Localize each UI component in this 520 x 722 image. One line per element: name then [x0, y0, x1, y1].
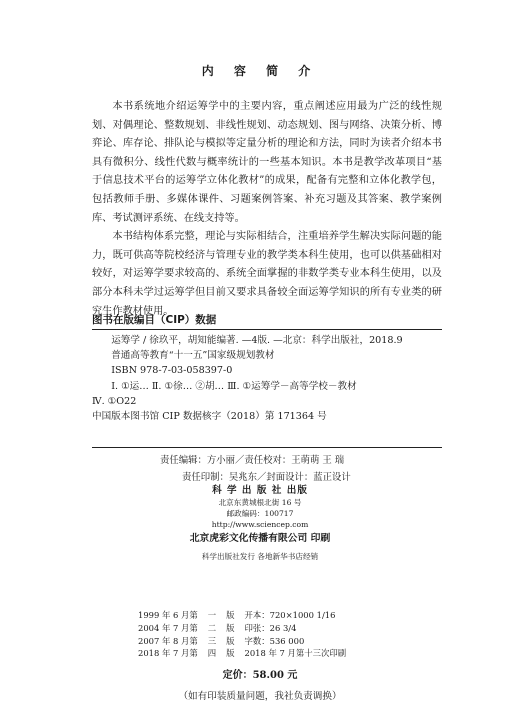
quality-note: （如有印装质量问题，我社负责调换）: [178, 691, 342, 702]
edition-number: 四: [207, 648, 217, 659]
summary-paragraph: 本书结构体系完整，理论与实际相结合，注重培养学生解决实际问题的能力，既可供高等院校经济与管理专业的教学类本科生使用，也可以供基础相对较好，对运筹学要求较高的、系统全面掌握的非数学类专业本科生使用，以及部分本科未学过运筹学但目前又要求具备较全面运筹学知识的所有专业类的研究生作教材使用。: [92, 231, 442, 317]
edition-type: 版: [226, 622, 235, 633]
printing-credit: 责任印制：吴兆东／封面设计：蓝正设计: [182, 472, 351, 483]
staff-credits: [160, 452, 351, 486]
edition-type: 版: [226, 635, 235, 646]
cip-data: [92, 333, 442, 424]
page-title: 内 容 简 介: [201, 64, 319, 78]
printer: 北京虎彩文化传播有限公司 印刷: [189, 533, 331, 544]
price: 定价：58.00 元: [222, 670, 298, 681]
edition-row: [138, 622, 346, 635]
cip-line: 普通高等教育“十一五”国家级规划教材: [111, 350, 275, 362]
publisher-name: 科 学 出 版 社 出版: [212, 485, 308, 496]
edition-type: 版: [226, 648, 235, 659]
divider: [92, 447, 442, 448]
summary-paragraph: 本书系统地介绍运筹学中的主要内容，重点阐述应用最为广泛的线性规划、对偶理论、整数规划、非线性规划、动态规划、图与网络、决策分析、博弈论、库存论、排队论与模拟等定量分析的理论和方法，同时为读者介绍本书具有微积分、线性代数与概率统计的一些基本知识。本书是教学改革项目“基于信息技术平台的运筹学立体化教材”的成果，配备有完整和立体化教学包，包括教师手册、多媒体课件、习题案例答案、补充习题及其答案、教学案例库、考试测评系统、在线支持等。: [92, 101, 442, 224]
divider: [92, 329, 442, 330]
edition-number: 一: [207, 610, 217, 620]
edition-date: 1999 年 6 月第: [138, 610, 198, 620]
edition-row: [138, 609, 346, 622]
edition-info: 字数：536 000: [244, 635, 305, 646]
cip-heading: 图书在版编目（CIP）数据: [92, 314, 217, 326]
content-summary: [92, 98, 442, 321]
edition-row: [138, 635, 346, 648]
cip-line: Ⅳ. ①O22: [92, 395, 137, 407]
edition-table: [138, 609, 346, 660]
edition-date: 2004 年 7 月第: [138, 622, 198, 633]
edition-info: 印张：26 3/4: [244, 622, 297, 633]
edition-info: 2018 年 7 月第十三次印刷: [244, 648, 347, 659]
edition-info: 开本：720×1000 1/16: [244, 610, 336, 620]
edition-number: 三: [207, 635, 217, 646]
edition-type: 版: [226, 610, 235, 620]
postcode: 邮政编码：100717: [226, 509, 294, 518]
edition-number: 二: [207, 622, 217, 633]
cip-line: 运筹学 / 徐玖平，胡知能编著. —4版. —北京：科学出版社，2018.9: [111, 335, 403, 346]
edition-date: 2007 年 8 月第: [138, 635, 198, 646]
editor-credit: 责任编辑：方小丽／责任校对：王萌萌 王 瑞: [160, 455, 345, 466]
cip-line: Ⅰ. ①运… Ⅱ. ①徐… ②胡… Ⅲ. ①运筹学－高等学校－教材: [111, 380, 357, 392]
publisher-block: [0, 484, 520, 562]
edition-row: [138, 647, 346, 660]
publisher-address: 北京东黄城根北街 16 号: [218, 498, 302, 507]
distribution: 科学出版社发行 各地新华书店经销: [201, 552, 319, 561]
cip-line: ISBN 978-7-03-058397-0: [111, 365, 233, 377]
cip-line: 中国版本图书馆 CIP 数据核字（2018）第 171364 号: [92, 411, 327, 423]
website: http://www.sciencep.com: [211, 520, 309, 529]
edition-date: 2018 年 7 月第: [138, 648, 198, 659]
